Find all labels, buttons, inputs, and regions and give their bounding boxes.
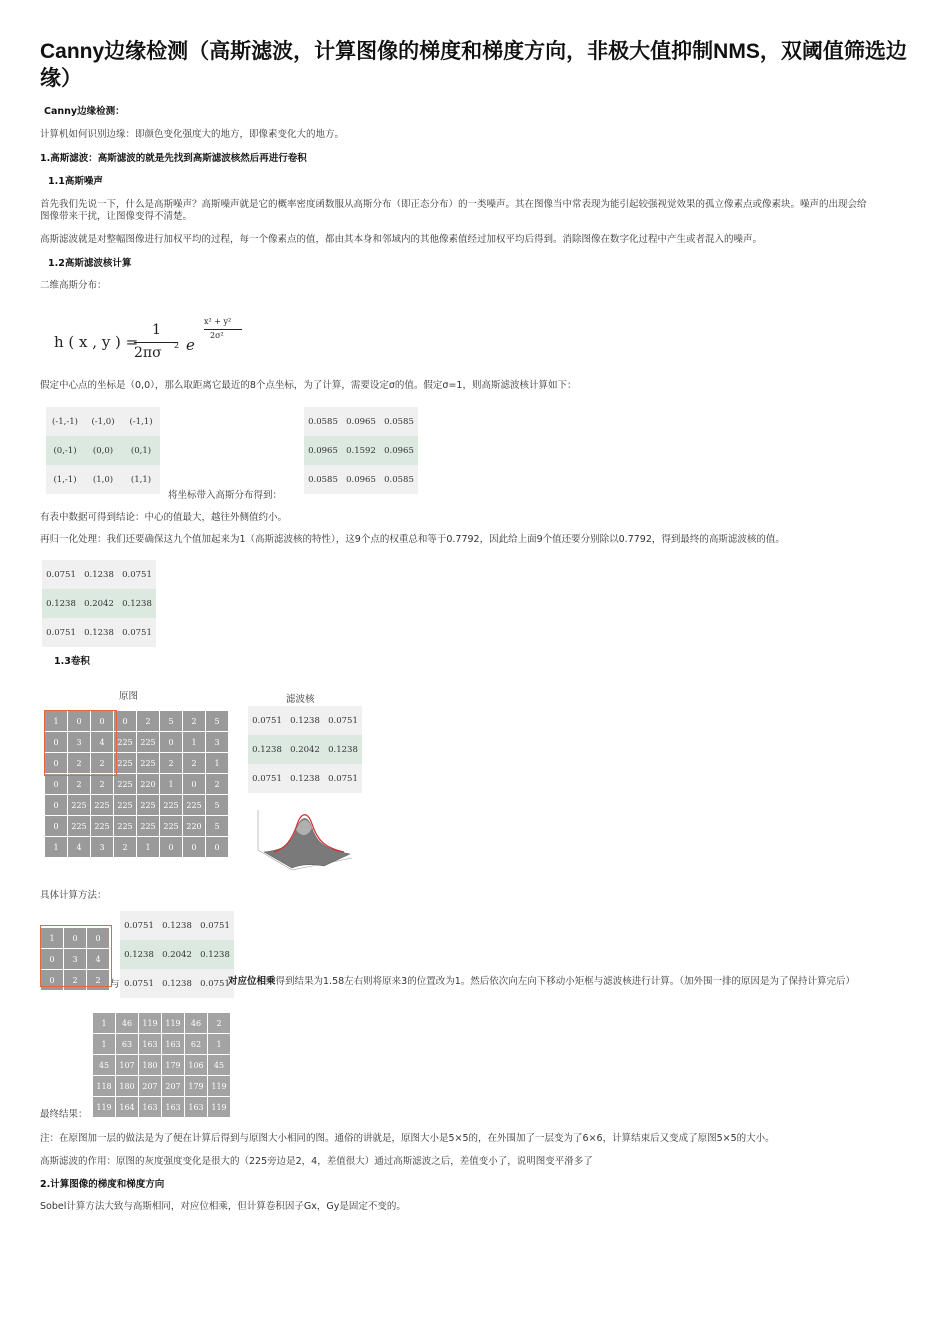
table-row [45, 795, 229, 816]
table-cell: 0.0751 [196, 911, 234, 940]
table-cell: 119 [93, 1097, 116, 1118]
gaussian-surface-plot [252, 800, 357, 878]
table-cell: 0.1238 [158, 911, 196, 940]
table-cell: 163 [139, 1034, 162, 1055]
center-paragraph: 假定中心点的坐标是（0,0），那么取距离它最近的8个点坐标，为了计算，需要设定σ的值。假定σ=1，则高斯滤波核计算如下： [40, 380, 577, 391]
subsection-noise-heading: 1.1高斯噪声 [48, 176, 103, 187]
table-cell: 220 [183, 816, 206, 837]
table-cell: 4 [91, 732, 114, 753]
kernel-table [42, 560, 156, 647]
with-text: 与 [110, 979, 120, 990]
table-cell: 0.1238 [196, 940, 234, 969]
table-cell: 0.0751 [118, 560, 156, 589]
table-cell: 163 [162, 1034, 185, 1055]
table-row [45, 816, 229, 837]
table-cell: 163 [185, 1097, 208, 1118]
gauss-raw-table [304, 407, 418, 494]
table-cell: 4 [87, 949, 110, 970]
table-cell: (0,-1) [46, 436, 84, 465]
table-cell: 0 [87, 928, 110, 949]
table-cell: 0.0585 [380, 407, 418, 436]
formula-exp-denominator: 2σ² [210, 331, 224, 340]
subsection-kernel-heading: 1.2高斯滤波核计算 [48, 258, 132, 269]
conv-kernel-table [248, 706, 362, 793]
note-paragraph: 注：在原图加一层的做法是为了便在计算后得到与原图大小相同的图。通俗的讲就是，原图大小是5×5的，在外围加了一层变为了6×6，计算结束后又变成了原图5×5的大小。 [40, 1133, 775, 1144]
table-cell: 207 [162, 1076, 185, 1097]
subsection-conv-heading: 1.3卷积 [54, 656, 90, 667]
formula-exp-line [204, 329, 242, 330]
table-cell: (1,-1) [46, 465, 84, 494]
table-cell: 179 [185, 1076, 208, 1097]
table-cell: 1 [137, 837, 160, 858]
effect-paragraph: 高斯滤波的作用：原图的灰度强度变化是很大的（225旁边是2，4，差值很大）通过高斯滤波之后，差值变小了，说明图变平滑多了 [40, 1156, 593, 1167]
table-cell: 180 [116, 1076, 139, 1097]
intro-label: Canny边缘检测： [44, 106, 125, 117]
window-highlight [44, 710, 117, 776]
table-cell: 0 [91, 711, 114, 732]
table-cell: 1 [208, 1034, 231, 1055]
table-cell: 0.1592 [342, 436, 380, 465]
table-cell: 0.0751 [42, 618, 80, 647]
table-cell: 2 [68, 774, 91, 795]
table-cell: 0.0751 [324, 764, 362, 793]
table-cell: 1 [160, 774, 183, 795]
table-cell: 225 [137, 753, 160, 774]
table-cell: 119 [208, 1097, 231, 1118]
table-cell: 2 [114, 837, 137, 858]
table-cell: 0.0751 [196, 969, 234, 998]
noise-paragraph: 首先我们先说一下，什么是高斯噪声？高斯噪声就是它的概率密度函数服从高斯分布（即正态分布）的一类噪声。其在图像当中常表现为能引起较强视觉效果的孤立像素点或像素块。噪声的出现会给图像带来干扰，让图像变得不清楚。 [40, 199, 867, 222]
table-cell: 180 [139, 1055, 162, 1076]
formula-lhs: h ( x , y ) = [54, 333, 139, 351]
table-cell: 0.1238 [158, 969, 196, 998]
table-cell: 0.0965 [380, 436, 418, 465]
table-cell: (0,0) [84, 436, 122, 465]
table-cell: 225 [91, 795, 114, 816]
table-cell: 0 [183, 837, 206, 858]
table-cell: 0 [45, 795, 68, 816]
table-cell: 225 [114, 774, 137, 795]
table-cell: 2 [64, 970, 87, 991]
table-cell: 2 [183, 753, 206, 774]
table-cell: 0.0585 [304, 465, 342, 494]
method-kernel-table [120, 911, 234, 998]
formula-denominator-exponent: 2 [174, 341, 180, 350]
table-cell: 0.0751 [42, 560, 80, 589]
table-cell: 2 [137, 711, 160, 732]
method-label: 具体计算方法： [40, 890, 107, 901]
table-row [93, 1034, 231, 1055]
table-conclusion: 有表中数据可得到结论：中心的值最大，越往外侧值约小。 [40, 512, 288, 523]
table-cell: 225 [137, 795, 160, 816]
table-cell: 2 [68, 753, 91, 774]
table-cell: 4 [68, 837, 91, 858]
table-cell: 0 [160, 837, 183, 858]
table-cell: 0 [45, 774, 68, 795]
kernel-caption: 滤波核 [286, 694, 315, 705]
table-cell: 0.1238 [42, 589, 80, 618]
table-cell: 225 [160, 816, 183, 837]
table-cell: 0.0751 [248, 706, 286, 735]
table-cell: 225 [183, 795, 206, 816]
table-cell: 5 [160, 711, 183, 732]
table-cell: 225 [137, 732, 160, 753]
table-row [93, 1055, 231, 1076]
table-cell: 0.2042 [286, 735, 324, 764]
table-cell: 0 [45, 816, 68, 837]
table-cell: 0.0585 [304, 407, 342, 436]
multiply-bold: 对应位相乘 [228, 976, 276, 987]
small-window-highlight [40, 925, 112, 987]
table-cell: 5 [206, 795, 229, 816]
table-cell: 62 [185, 1034, 208, 1055]
table-cell: 45 [93, 1055, 116, 1076]
table-cell: 0.1238 [80, 560, 118, 589]
coords-caption: 将坐标带入高斯分布得到： [168, 490, 283, 501]
coordinate-table [46, 407, 160, 494]
table-cell: 0.0585 [380, 465, 418, 494]
table-cell: 0 [160, 732, 183, 753]
table-cell: 106 [185, 1055, 208, 1076]
table-cell: 0 [68, 711, 91, 732]
table-cell: 225 [68, 795, 91, 816]
table-cell: (0,1) [122, 436, 160, 465]
filter-paragraph: 高斯滤波就是对整幅图像进行加权平均的过程，每一个像素点的值，都由其本身和邻域内的其他像素值经过加权平均后得到。消除图像在数字化过程中产生或者混入的噪声。 [40, 234, 763, 245]
table-cell: 1 [45, 711, 68, 732]
normalize-paragraph: 再归一化处理：我们还要确保这九个值加起来为1（高斯滤波核的特性），这9个点的权重总和等于0.7792，因此给上面9个值还要分别除以0.7792，得到最终的高斯滤波核的值。 [40, 534, 785, 545]
table-cell: 0 [45, 732, 68, 753]
table-cell: (-1,0) [84, 407, 122, 436]
table-cell: 2 [87, 970, 110, 991]
table-cell: 1 [41, 928, 64, 949]
table-cell: 2 [206, 774, 229, 795]
section-gradient-heading: 2.计算图像的梯度和梯度方向 [40, 1179, 165, 1190]
table-cell: 46 [116, 1013, 139, 1034]
table-row [45, 774, 229, 795]
table-row [93, 1076, 231, 1097]
table-cell: 0 [183, 774, 206, 795]
formula-denominator: 2πσ [134, 345, 162, 361]
table-cell: 164 [116, 1097, 139, 1118]
table-cell: 0 [41, 970, 64, 991]
table-cell: 118 [93, 1076, 116, 1097]
table-cell: 0.0751 [120, 969, 158, 998]
formula-fraction-line [134, 342, 178, 343]
table-cell: 0.1238 [286, 764, 324, 793]
table-cell: 0.1238 [324, 735, 362, 764]
table-cell: 46 [185, 1013, 208, 1034]
table-cell: 3 [64, 949, 87, 970]
table-cell: 5 [206, 711, 229, 732]
table-cell: 225 [114, 732, 137, 753]
table-cell: 119 [162, 1013, 185, 1034]
table-cell: 5 [206, 816, 229, 837]
table-cell: 0.0751 [324, 706, 362, 735]
section-gauss-heading: 1.高斯滤波：高斯滤波的就是先找到高斯滤波核然后再进行卷积 [40, 153, 307, 164]
table-cell: 63 [116, 1034, 139, 1055]
table-cell: 0.0751 [120, 911, 158, 940]
table-cell: 0.0965 [304, 436, 342, 465]
formula-exp-numerator: x² + y² [204, 317, 232, 326]
table-cell: 0.1238 [80, 618, 118, 647]
table-cell: 163 [162, 1097, 185, 1118]
table-cell: 0.2042 [80, 589, 118, 618]
intro-text: 计算机如何识别边缘：即颜色变化强度大的地方，即像素变化大的地方。 [40, 129, 345, 140]
table-cell: 0.2042 [158, 940, 196, 969]
table-cell: 0.1238 [120, 940, 158, 969]
table-cell: 1 [45, 837, 68, 858]
formula-e: e [186, 336, 195, 354]
table-cell: (1,0) [84, 465, 122, 494]
table-cell: 119 [208, 1076, 231, 1097]
table-cell: (-1,-1) [46, 407, 84, 436]
final-label: 最终结果： [40, 1109, 88, 1120]
table-row [45, 837, 229, 858]
page-title: Canny边缘检测（高斯滤波，计算图像的梯度和梯度方向，非极大值抑制NMS，双阈值筛选边缘） [40, 40, 907, 90]
table-cell: 1 [93, 1013, 116, 1034]
table-row [93, 1097, 231, 1118]
table-cell: (1,1) [122, 465, 160, 494]
sobel-paragraph: Sobel计算方法大致与高斯相同，对应位相乘，但计算卷积因子Gx，Gy是固定不变的。 [40, 1201, 406, 1212]
table-cell: 2 [160, 753, 183, 774]
table-cell: 0.1238 [118, 589, 156, 618]
table-cell: 0 [206, 837, 229, 858]
table-cell: 0.1238 [248, 735, 286, 764]
table-cell: 179 [162, 1055, 185, 1076]
table-cell: 1 [93, 1034, 116, 1055]
table-cell: 225 [68, 816, 91, 837]
table-cell: 225 [114, 795, 137, 816]
table-cell: 0.0965 [342, 407, 380, 436]
multiply-paragraph [228, 976, 855, 988]
table-cell: 225 [91, 816, 114, 837]
table-cell: 220 [137, 774, 160, 795]
table-cell: 0 [41, 949, 64, 970]
table-cell: 107 [116, 1055, 139, 1076]
table-cell: 3 [68, 732, 91, 753]
table-cell: 2 [91, 753, 114, 774]
table-cell: 2 [208, 1013, 231, 1034]
table-cell: 3 [91, 837, 114, 858]
table-cell: 225 [114, 753, 137, 774]
table-cell: 2 [183, 711, 206, 732]
table-cell: 225 [160, 795, 183, 816]
table-cell: 0.0751 [118, 618, 156, 647]
table-row [93, 1013, 231, 1034]
table-cell: 207 [139, 1076, 162, 1097]
table-cell: 45 [208, 1055, 231, 1076]
gauss-2d-label: 二维高斯分布： [40, 280, 107, 291]
table-cell: 1 [206, 753, 229, 774]
table-cell: 225 [137, 816, 160, 837]
result-table [92, 1012, 231, 1118]
orig-caption: 原图 [119, 691, 139, 702]
table-cell: (-1,1) [122, 407, 160, 436]
table-cell: 0 [114, 711, 137, 732]
table-cell: 2 [91, 774, 114, 795]
formula-numerator: 1 [152, 322, 161, 338]
table-cell: 0.0965 [342, 465, 380, 494]
table-cell: 0 [45, 753, 68, 774]
table-cell: 1 [183, 732, 206, 753]
table-cell: 0.1238 [286, 706, 324, 735]
multiply-text: 得到结果为1.58左右则将原来3的位置改为1。然后依次向左向下移动小矩框与滤波核进行计算。（加外围一排的原因是为了保持计算完后） [275, 976, 856, 987]
table-cell: 163 [139, 1097, 162, 1118]
table-cell: 119 [139, 1013, 162, 1034]
table-cell: 0 [64, 928, 87, 949]
table-cell: 3 [206, 732, 229, 753]
table-cell: 0.0751 [248, 764, 286, 793]
table-cell: 225 [114, 816, 137, 837]
